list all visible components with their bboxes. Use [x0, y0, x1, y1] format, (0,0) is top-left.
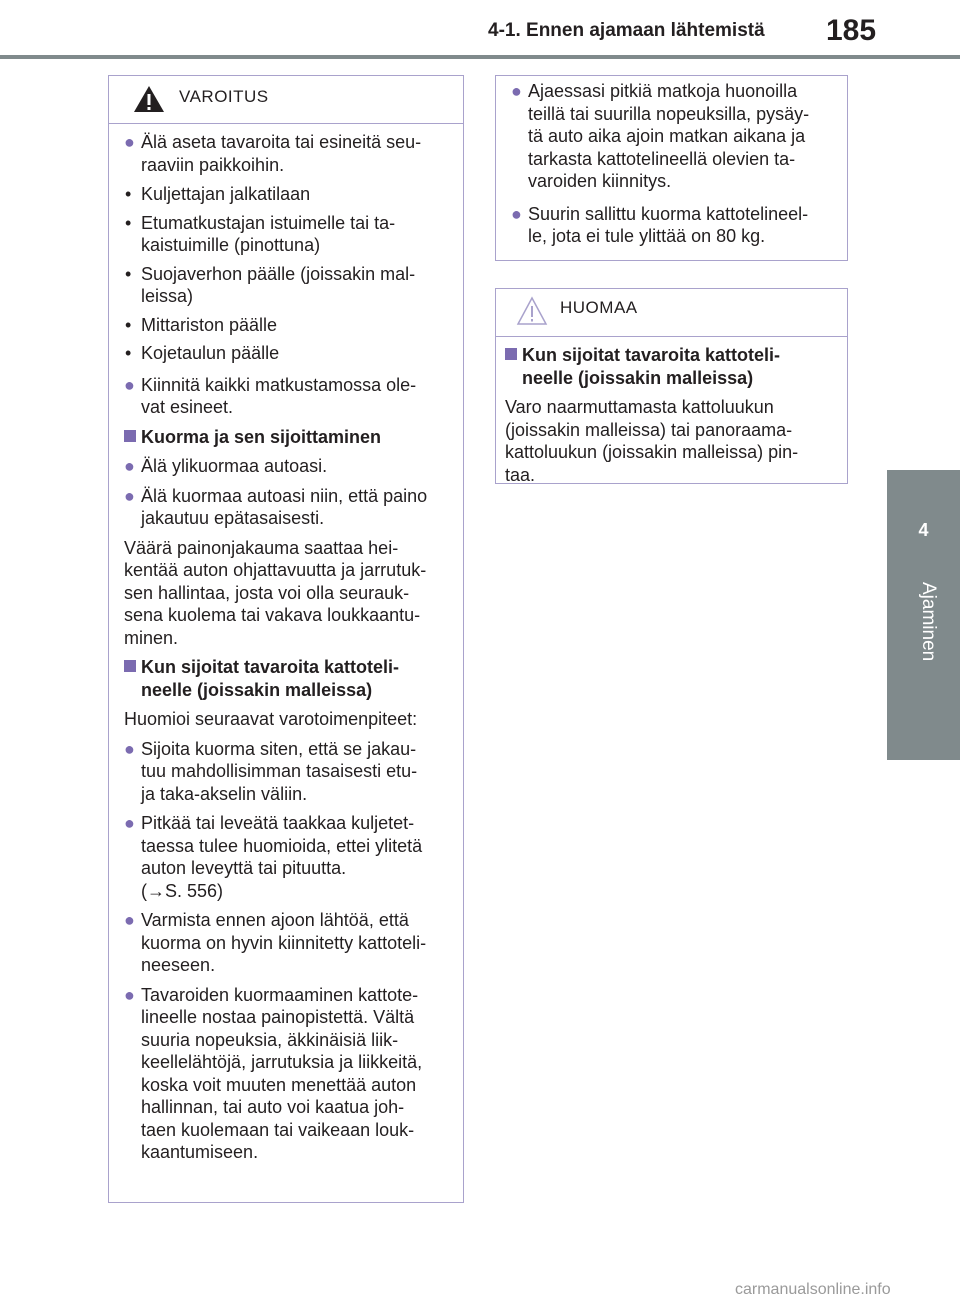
- warning-paragraph: Väärä painonjakauma saattaa hei- kentää auton ohjattavuutta ja jarrutuk- sen hallintaa, josta voi olla seurauk- sena kuolema tai vakava loukkaantu- minen.: [124, 537, 427, 648]
- warning-bullet: [124, 984, 449, 1164]
- chapter-side-tab[interactable]: [887, 470, 960, 760]
- warning-bullet: [124, 909, 449, 977]
- warning-text: Älä ylikuormaa autoasi.: [141, 456, 328, 476]
- warning-paragraph: Huomioi seuraavat varotoimenpiteet:: [124, 709, 418, 729]
- bullet-mark: ●: [124, 456, 135, 476]
- bullet-mark: ●: [511, 203, 522, 224]
- notice-paragraph: Varo naarmuttamasta kattoluukun (joissakin malleissa) tai panoraama- kattoluukun (joissakin malleissa) pin- taa.: [505, 397, 799, 485]
- bullet-mark: ●: [124, 813, 135, 833]
- warning-bullet: [511, 80, 833, 193]
- warning-text: Varmista ennen ajoon lähtöä, että kuorma on hyvin kiinnitetty kattoteli- neeseen.: [141, 910, 427, 975]
- location-item: [124, 314, 449, 337]
- notice-title: HUOMAA: [560, 298, 638, 317]
- warning-bullet: [124, 374, 449, 419]
- warning-text: Sijoita kuorma siten, että se jakau- tuu mahdollisimman tasaisesti etu- ja taka-akselin väliin.: [141, 738, 418, 804]
- bullet-mark: ●: [124, 374, 135, 395]
- warning-text: Älä aseta tavaroita tai esineitä seu- raaviin paikkoihin.: [141, 132, 422, 175]
- location-text: Kojetaulun päälle: [141, 343, 280, 363]
- location-item: [124, 183, 449, 206]
- location-item: [124, 342, 449, 365]
- warning-box-body: [496, 76, 847, 248]
- warning-box-header: [109, 76, 463, 124]
- warning-text: Ajaessasi pitkiä matkoja huonoilla teillä tai suurilla nopeuksilla, pysäy- tä auto aika ajoin matkan aikana ja tarkasta kattotelineellä olevien ta- varoiden kiinnitys.: [528, 81, 810, 191]
- warning-box-continued: [495, 75, 848, 261]
- warning-text: Kiinnitä kaikki matkustamossa ole- vat esineet.: [141, 374, 417, 417]
- location-item: [124, 212, 449, 257]
- warning-text: Tavaroiden kuormaaminen kattote- lineelle nostaa painopistettä. Vältä suuria nopeuksia, äkkinäisiä liik- keellelähtöjä, jarrutuksia ja liikkeitä, koska voit muuten menettää auton hallinnan, tai auto voi kaatua joh- taen kuolemaan tai vaikeaan louk- kaantumiseen.: [141, 984, 423, 1162]
- warning-bullet: [124, 485, 449, 530]
- header-rule: [0, 55, 960, 59]
- caution-triangle-icon: [516, 296, 548, 326]
- bullet-mark: ●: [511, 81, 522, 101]
- section-heading: [124, 426, 449, 449]
- bullet-mark: ●: [124, 132, 135, 152]
- bullet-mark: ●: [124, 485, 135, 506]
- bullet-mark: ●: [124, 738, 135, 759]
- dash-mark: •: [125, 314, 132, 335]
- bullet-mark: ●: [124, 910, 135, 930]
- warning-box-body: [109, 124, 463, 1164]
- warning-bullet: [124, 738, 449, 806]
- notice-box-body: [496, 337, 847, 486]
- dash-mark: •: [125, 343, 132, 363]
- location-text: Etumatkustajan istuimelle tai ta- kaistuimille (pinottuna): [141, 212, 396, 255]
- dash-mark: •: [125, 212, 132, 233]
- heading-text: Kuorma ja sen sijoittaminen: [141, 426, 382, 447]
- dash-mark: •: [125, 184, 132, 204]
- warning-bullet: [124, 455, 449, 478]
- notice-box-header: [496, 289, 847, 337]
- warning-bullet: [511, 203, 833, 248]
- heading-text: Kun sijoitat tavaroita kattoteli- neelle (joissakin malleissa): [141, 657, 400, 700]
- heading-text: Kun sijoitat tavaroita kattoteli- neelle (joissakin malleissa): [522, 345, 781, 388]
- section-title: 4-1. Ennen ajamaan lähtemistä: [488, 20, 765, 41]
- warning-text: Älä kuormaa autoasi niin, että paino jakautuu epätasaisesti.: [141, 485, 428, 528]
- warning-triangle-icon: [133, 85, 165, 113]
- warning-text: Suurin sallittu kuorma kattotelineel- le, jota ei tule ylittää on 80 kg.: [528, 203, 809, 246]
- location-text: Kuljettajan jalkatilaan: [141, 184, 311, 204]
- chapter-label: Ajaminen: [918, 582, 939, 662]
- notice-box: [495, 288, 848, 484]
- warning-text: Pitkää tai leveätä taakkaa kuljetet- taessa tulee huomioida, ettei ylitetä auton leveyttä tai pituutta. (→S. 556): [141, 813, 423, 901]
- dash-mark: •: [125, 263, 132, 284]
- location-text: Suojaverhon päälle (joissakin mal- leissa): [141, 263, 416, 306]
- warning-bullet: [124, 131, 449, 176]
- page-number: 185: [826, 14, 877, 47]
- chapter-number: 4: [918, 520, 929, 540]
- watermark: carmanualsonline.info: [735, 1281, 891, 1298]
- warning-bullet: [124, 812, 449, 902]
- heading-square-icon: [124, 660, 136, 672]
- location-item: [124, 263, 449, 308]
- section-heading: [124, 656, 449, 701]
- heading-square-icon: [124, 430, 136, 442]
- bullet-mark: ●: [124, 984, 135, 1005]
- warning-box: [108, 75, 464, 1203]
- section-heading: [505, 344, 833, 389]
- warning-title: VAROITUS: [179, 87, 269, 106]
- heading-square-icon: [505, 348, 517, 360]
- location-text: Mittariston päälle: [141, 314, 278, 335]
